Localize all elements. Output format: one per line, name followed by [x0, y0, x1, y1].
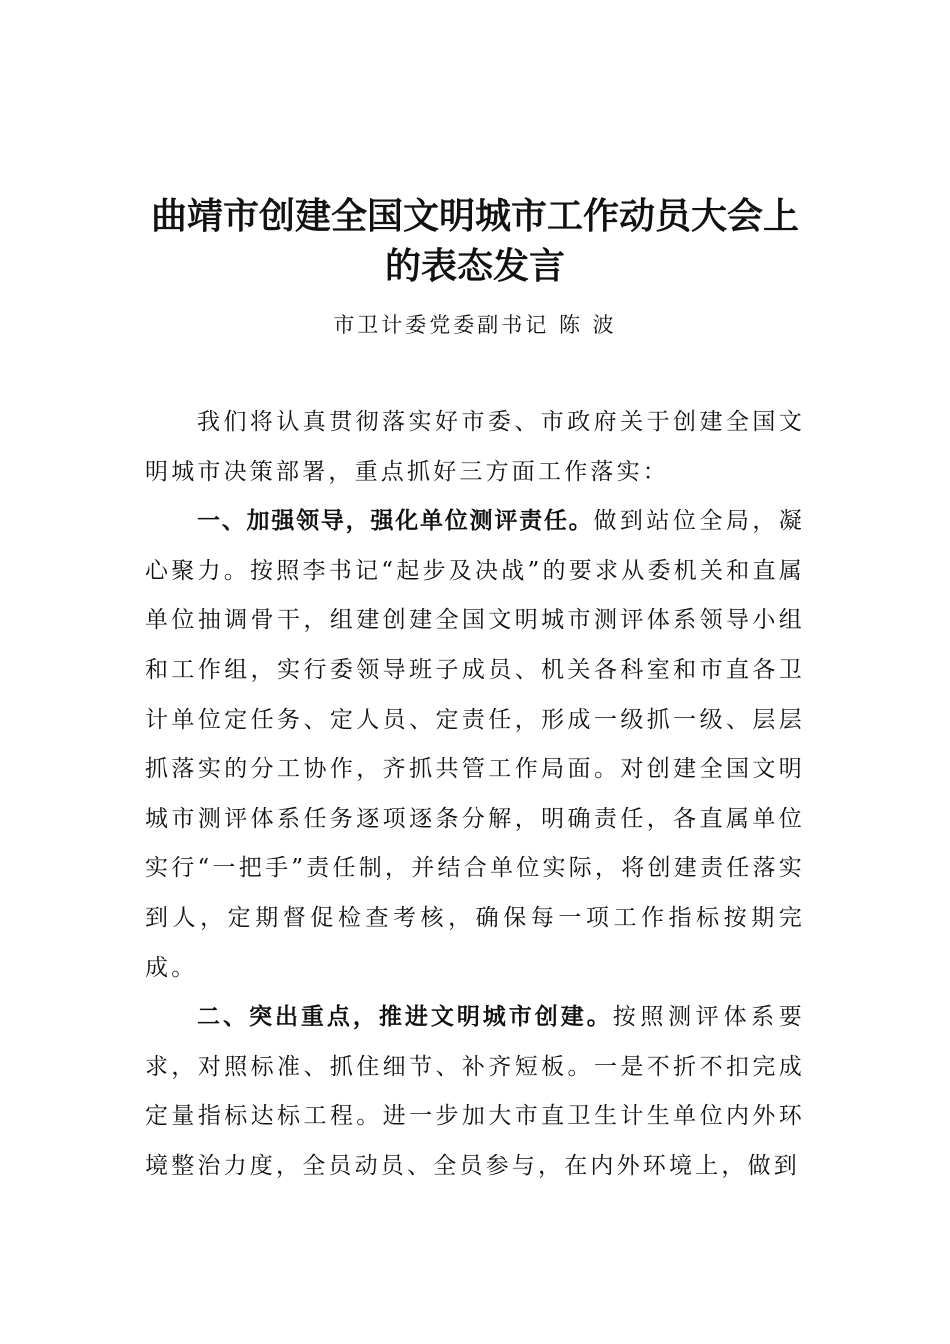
section-heading: 二、突出重点，推进文明城市创建。 [197, 1004, 613, 1031]
paragraph-section-1 [145, 497, 805, 993]
paragraph-section-2 [145, 993, 805, 1191]
title-line-1: 曲靖市创建全国文明城市工作动员大会上 [150, 196, 799, 237]
paragraph-text: 我们将认真贯彻落实好市委、市政府关于创建全国文明城市决策部署，重点抓好三方面工作落实： [145, 409, 805, 485]
document-body [145, 398, 805, 1192]
paragraph-text: 做到站位全局，凝心聚力。按照李书记“起步及决战”的要求从委机关和直属单位抽调骨干，组建创建全国文明城市测评体系领导小组和工作组，实行委领导班子成员、机关各科室和市直各卫计单位定任务、定人员、定责任，形成一级抓一级、层层抓落实的分工协作，齐抓共管工作局面。对创建全国文明城市测评体系任务逐项逐条分解，明确责任，各直属单位实行“一把手”责任制，并结合单位实际，将创建责任落实到人，定期督促检查考核，确保每一项工作指标按期完成。 [145, 508, 805, 981]
paragraph-text: 按照测评体系要求，对照标准、抓住细节、补齐短板。一是不折不扣完成定量指标达标工程。进一步加大市直卫生计生单位内外环境整治力度，全员动员、全员参与，在内外环境上，做到 [145, 1004, 806, 1179]
title-line-2: 的表态发言 [384, 246, 565, 287]
paragraph-intro [145, 398, 805, 497]
document-title [120, 192, 830, 292]
section-heading: 一、加强领导，强化单位测评责任。 [197, 508, 594, 535]
author-byline: 市卫计委党委副书记 陈 波 [333, 313, 617, 337]
